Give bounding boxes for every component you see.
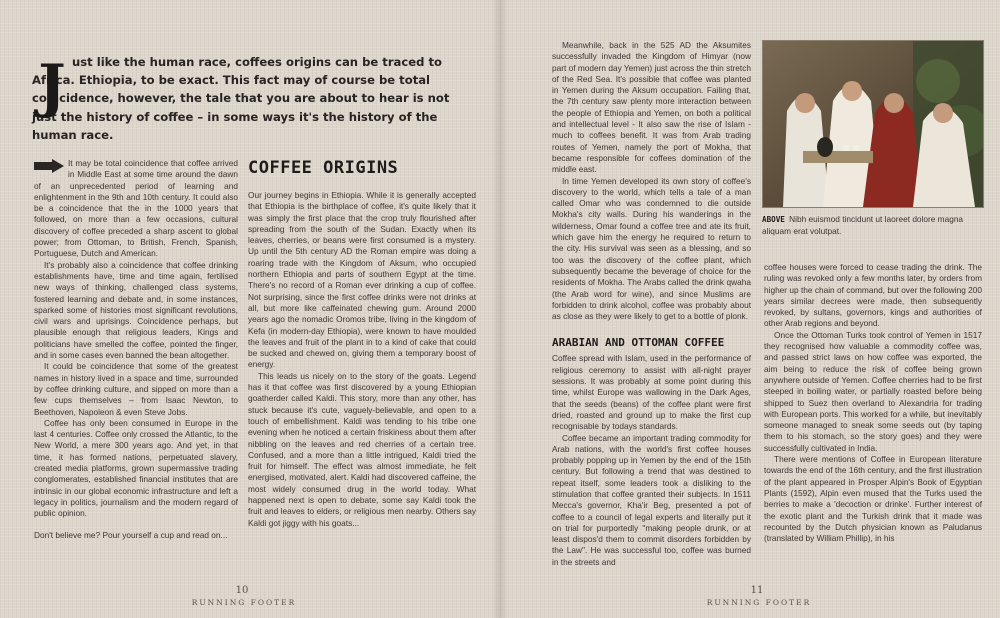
left-column-2 bbox=[248, 158, 476, 529]
running-footer-right: RUNNING FOOTER bbox=[706, 598, 812, 607]
drop-cap: J bbox=[38, 52, 66, 120]
paragraph: It's probably also a coincidence that coffee drinking establishments have, time and time again, fertilised new ways of thinking, challenged class systems, fostered learning and debate and, in some instances, sparked some of histories most significant revolutions, civil wars and uprisings. Coincidence perhaps, but plausible enough that religious leaders, Kings and politicians have smelled the coffee, pointed the finger, and in some cases even banned the bean altogether. bbox=[34, 259, 238, 361]
paragraph: Once the Ottoman Turks took control of Yemen in 1517 they recognised how valuable a commodity coffee was, and passed strict laws on how coffee was exported, the aim being to reduce the risk of coffee being grown anywhere outside of Yemen. Coffee cherries had to be first steeped in boiling water, or partially roasted before being shipped to Suez then overland to Alexandria for trading with European ports. This worked for a while, but inevitably someone managed to sneak some seeds out (by taping them to his stomach, so the story goes) and they were successfully cultivated in India. bbox=[764, 329, 982, 453]
page-number-right: 11 bbox=[750, 585, 764, 596]
paragraph: There were mentions of Coffee in European literature towards the end of the 16th century, and the first illustration of the plant appeared in Prosper Alpin's Book of Egyptian Plants (1592), Alpin even mused that the Turks used the berries to make a 'decoction or drinke'. Further interest of the exotic plant and the Turkish drink that it made was recounted by the Dutch physician known as Paludanus (translated by William Phillip), in his bbox=[764, 454, 982, 544]
photograph-women-coffee-ceremony bbox=[762, 40, 984, 208]
page-gutter bbox=[492, 0, 508, 618]
right-column-1 bbox=[552, 40, 751, 568]
section-heading-arabian-ottoman: ARABIAN AND OTTOMAN COFFEE bbox=[552, 336, 725, 350]
intro-text: ust like the human race, coffees origins can be traced to Africa. Ethiopia, to be exact. This fact may of course be total coincidence, however, the tale that you are about to hear is not just the history of coffee – in some ways it's the history of the human race. bbox=[32, 55, 450, 142]
right-arrow-icon bbox=[34, 159, 64, 173]
paragraph: Coffee spread with Islam, used in the performance of religious ceremony to assist with all-night prayer sessions. It was probably at some point during this time, whilst Europe was wallowing in the Dark Ages, that the seeds (beans) of the coffee plant were first dried, roasted and ground up to make the first cup recognisable by todays standards. bbox=[552, 353, 751, 432]
paragraph: coffee houses were forced to cease trading the drink. The ruling was revoked only a few months later, by orders from higher up the chain of command, but over the following 200 years similar decrees were made, then subsequently revoked, by sultans, governors, kings and authorities of other Arab regions and beyond. bbox=[764, 262, 982, 329]
paragraph: It may be total coincidence that coffee arrived in Middle East at some time around the dawn of an unprecedented period of learning and enlightenment in the 9th and 10th century. It could also be a coincidence that the in the 1000 years that followed, on more than a few occasions, cultural discovery of coffee preceded a sharp ascent to global power; from Ottoman, to British, French, Spanish, Portuguese, Dutch and American. bbox=[34, 158, 238, 259]
intro-block bbox=[32, 53, 472, 144]
caption-text: Nibh euismod tincidunt ut laoreet dolore magna aliquam erat volutpat. bbox=[762, 214, 964, 236]
left-column-1 bbox=[34, 158, 238, 541]
paragraph: In time Yemen developed its own story of coffee's discovery to the world, which tells a tale of a man called Omar who was condemned to die outside Mokha's city walls. During his wanderings in the wilderness, Omar found a coffee tree and ate its fruit, which gave him the energy he required to return to the city. His survival was seen as a blessing, and so too was the discovery of the coffee plant, which subsequently became the beverage of choice for the residents of Mokha. The Arabs called the drink qwaha (the Arab word for wine), and since Muslims are forbidden to drink alcohol, coffee was probably about as close as they were likely to get to a bottle of plonk. bbox=[552, 175, 751, 322]
paragraph: Meanwhile, back in the 525 AD the Aksumites successfully invaded the Kingdom of Himyar (now part of modern day Yemen) just across the thin stretch of the Red Sea. It's possible that coffee was planted in Yemen during the Aksum occupation. Failing that, the 7th century saw plenty more interaction between the people of Ethiopia and Yemen, on both a political and intellectual level - It also saw the rise of Islam - much to coffees benefit. It was from Arab trading routes of Yemen, namely the port of Mokha, that became responsible for coffees domination of the middle east. bbox=[552, 40, 751, 175]
section-heading-coffee-origins: COFFEE ORIGINS bbox=[248, 158, 399, 178]
caption-label: ABOVE bbox=[762, 215, 785, 224]
right-column-2 bbox=[764, 262, 982, 544]
paragraph: This leads us nicely on to the story of the goats. Legend has it that coffee was first discovered by a young Ethiopian goatherder called Kaldi. This story, more than any other, has stuck because it's cute, vaguely-believable, and open to a touch of embellishment. Kaldi was tending to his tribe one evening when he noticed a certain friskiness about them after nibbling on the leaves and red cherries of a certain tree. Confused, and a more than a little intrigued, Kaldi tried the fruit for himself. The effect was almost immediate, he felt energised, motivated, alert. Kaldi had discovered caffeine, the most widely consumed drug in the world today. What happened next is open to debate, some say Kaldi took the fruit and leaves to elders, or religious men nearby. Others say Kaldi got jiggy with his goats... bbox=[248, 370, 476, 528]
paragraph: Coffee became an important trading commodity for Arab nations, with the world's first coffee houses probably popping up in Yemen by the end of the 15th century. But following a trend that was destined to repeat itself, some leaders took a disliking to the stimulation that coffee granted their subjects. In 1511 Mecca's governor, Kha'ir Beg, presented a pot of coffee to a council of legal experts and literally put it on trial for purportedly "making people drunk, or at least dispos'd them to commit disorders forbidden by the Law". He was successful too, coffee was burned in the streets and bbox=[552, 432, 751, 567]
paragraph: Our journey begins in Ethiopia. While it is generally accepted that Ethiopia is the birthplace of coffee, it's quite likely that it was simply the first place that the crop truly flourished after spreading from the south of the Sudan. Exactly when its leaves, cherries, or beans were first consumed is a mystery. Up until the 5th century AD the Roman empire was doing a roaring trade with the Kingdom of Aksum, who occupied northern Ethiopia and parts of southern Egypt at the time. There's no record of a Roman ever drinking a cup of coffee. Not surprising, since the first coffee drinks were not drinks at all, but more like caffeinated chewing gum. Around 2000 years ago the nomadic Oromos tribe, living in the kingdom of Kefa (in modern-day Ethiopia), were known to have moulded the leaves and fruit of the plant in to a kind of cake that could be sucked and chewed on, giving them a temporary boost of energy. bbox=[248, 190, 476, 370]
running-footer-left: RUNNING FOOTER bbox=[191, 598, 297, 607]
closing-line: Don't believe me? Pour yourself a cup and read on... bbox=[34, 529, 228, 540]
photo-caption bbox=[762, 214, 982, 237]
paragraph: It could be coincidence that some of the greatest names in history lived in a space and time, surrounded by coffee drinking culture, and sipped on more than a few cups themselves – from Isaac Newton, to Beethoven, Napoleon & even Steve Jobs. bbox=[34, 361, 238, 417]
paragraph: Coffee has only been consumed in Europe in the last 4 centuries. Coffee only crossed the Atlantic, to the New World, a mere 300 years ago. And yet, in that time, it has formed nations, perpetuated slavery, created media platforms, grown supermassive trading conglomerates, established financial institutes that are intrinsic in our global economic infrastructure and left a legacy in politics, journalism and the modern regard of public opinion. bbox=[34, 417, 238, 519]
page-number-left: 10 bbox=[235, 585, 249, 596]
